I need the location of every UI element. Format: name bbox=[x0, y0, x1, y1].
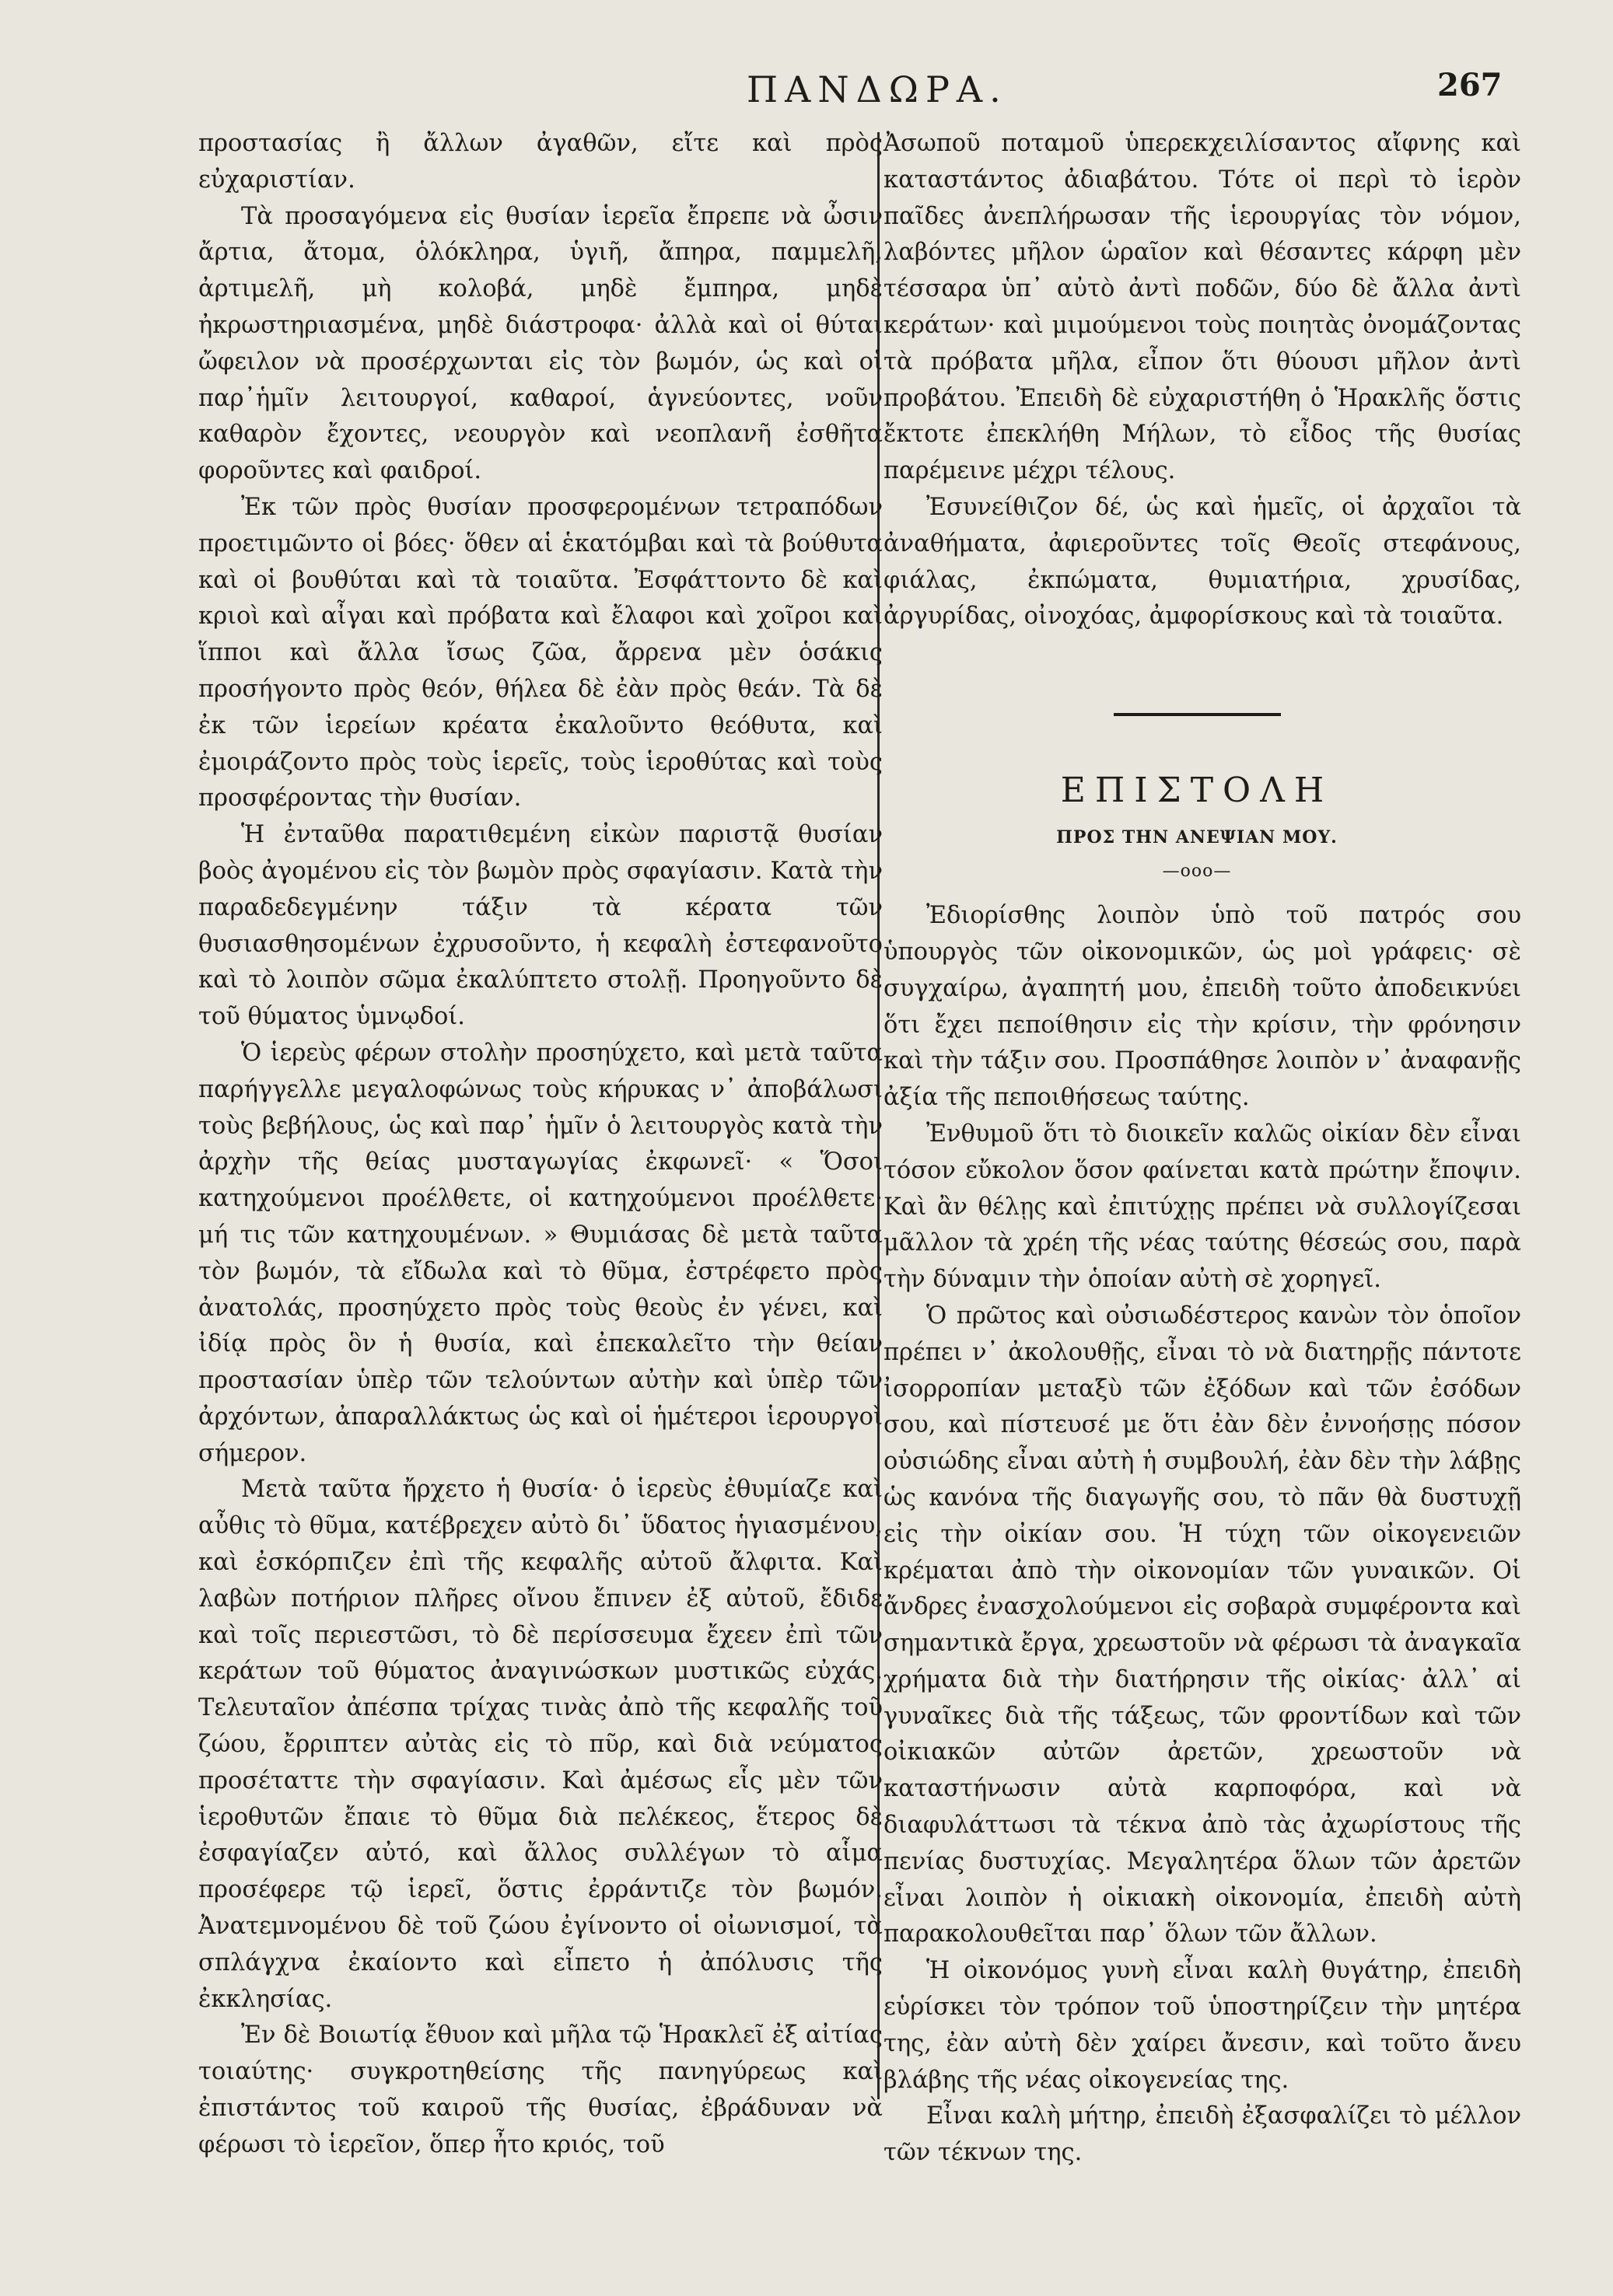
paragraph: Μετὰ ταῦτα ἤρχετο ἡ θυσία· ὁ ἱερεὺς ἐθυμίαζε καὶ αὖθις τὸ θῦμα, κατέβρεχεν αὐτὸ δι᾽ ὕδατος ἡγιασμένου, καὶ ἐσκόρπιζεν ἐπὶ τῆς κεφαλῆς αὐτοῦ ἄλφιτα. Καὶ λαβὼν ποτήριον πλῆρες οἴνου ἔπινεν ἐξ αὐτοῦ, ἔδιδε καὶ τοῖς περιεστῶσι, τὸ δὲ περίσσευμα ἔχεεν ἐπὶ τῶν κεράτων τοῦ θύματος ἀναγινώσκων μυστικῶς εὐχάς. Τελευταῖον ἀπέσπα τρίχας τινὰς ἀπὸ τῆς κεφαλῆς τοῦ ζώου, ἔρριπτεν αὐτὰς εἰς τὸ πῦρ, καὶ διὰ νεύματος προσέταττε τὴν σφαγίασιν. Καὶ ἀμέσως εἷς μὲν τῶν ἱεροθυτῶν ἔπαιε τὸ θῦμα διὰ πελέκεος, ἕτερος δὲ ἐσφαγίαζεν αὐτό, καὶ ἄλλος συλλέγων τὸ αἷμα προσέφερε τῷ ἱερεῖ, ὅστις ἐρράντιζε τὸν βωμόν. Ἀνατεμνομένου δὲ τοῦ ζώου ἐγίνοντο οἱ οἰωνισμοί, τὰ σπλάγχνα ἐκαίοντο καὶ εἶπετο ἡ ἀπόλυσις τῆς ἐκκλησίας. bbox=[198, 1476, 883, 2013]
paragraph: Ἡ ἐνταῦθα παρατιθεμένη εἰκὼν παριστᾷ θυσίαν βοὸς ἀγομένου εἰς τὸν βωμὸν πρὸς σφαγίασιν. Κατὰ τὴν παραδεδεγμένην τάξιν τὰ κέρατα τῶν θυσιασθησομένων ἐχρυσοῦντο, ἡ κεφαλὴ ἐστεφανοῦτο καὶ τὸ λοιπὸν σῶμα ἐκαλύπτετο στολῇ. Προηγοῦντο δὲ τοῦ θύματος ὑμνῳδοί. bbox=[198, 821, 883, 1031]
paragraph: Ἐδιορίσθης λοιπὸν ὑπὸ τοῦ πατρός σου ὑπουργὸς τῶν οἰκονομικῶν, ὡς μοὶ γράφεις· σὲ συγχαίρω, ἀγαπητή μου, ἐπειδὴ τοῦτο ἀποδεικνύει ὅτι ἔχει πεποίθησιν εἰς τὴν κρίσιν, τὴν φρόνησιν καὶ τὴν τάξιν σου. Προσπάθησε λοιπὸν ν᾽ ἀναφανῇς ἀξία τῆς πεποιθήσεως ταύτης. bbox=[883, 902, 1521, 1112]
page-header bbox=[0, 68, 1613, 123]
paragraph: Ἐν δὲ Βοιωτίᾳ ἔθυον καὶ μῆλα τῷ Ἡρακλεῖ ἐξ αἰτίας τοιαύτης· συγκροτηθείσης τῆς πανηγύρεως καὶ ἐπιστάντος τοῦ καιροῦ τῆς θυσίας, ἐβράδυναν νὰ φέρωσι τὸ ἱερεῖον, ὅπερ ἦτο κριός, τοῦ bbox=[198, 2022, 883, 2158]
right-column bbox=[873, 126, 1521, 2172]
paragraph: Ἡ οἰκονόμος γυνὴ εἶναι καλὴ θυγάτηρ, ἐπειδὴ εὑρίσκει τὸν τρόπον τοῦ ὑποστηρίζειν τὴν μητέρα της, ἐὰν αὐτὴ δὲν χαίρει ἄνεσιν, καὶ τοῦτο ἄνευ βλάβης τῆς νέας οἰκογενείας της. bbox=[883, 1957, 1521, 2094]
paragraph: Ὁ ἱερεὺς φέρων στολὴν προσηύχετο, καὶ μετὰ ταῦτα παρήγγελλε μεγαλοφώνως τοὺς κήρυκας ν᾽ ἀποβάλωσι τοὺς βεβήλους, ὡς καὶ παρ᾽ ἡμῖν ὁ λειτουργὸς κατὰ τὴν ἀρχὴν τῆς θείας μυσταγωγίας ἐκφωνεῖ· « Ὅσοι κατηχούμενοι προέλθετε, οἱ κατηχούμενοι προέλθετε· μή τις τῶν κατηχουμένων. » Θυμιάσας δὲ μετὰ ταῦτα τὸν βωμόν, τὰ εἴδωλα καὶ τὸ θῦμα, ἐστρέφετο πρὸς ἀνατολάς, προσηύχετο πρὸς τοὺς θεοὺς ἐν γένει, καὶ ἰδίᾳ πρὸς ὃν ἡ θυσία, καὶ ἐπεκαλεῖτο τὴν θείαν προστασίαν ὑπὲρ τῶν τελούντων αὐτὴν καὶ ὑπὲρ τῶν ἀρχόντων, ἀπαραλλάκτως ὡς καὶ οἱ ἡμέτεροι ἱερουργοὶ σήμερον. bbox=[198, 1039, 883, 1467]
paragraph: Ἐσυνείθιζον δέ, ὡς καὶ ἡμεῖς, οἱ ἀρχαῖοι τὰ ἀναθήματα, ἀφιεροῦντες τοῖς Θεοῖς στεφάνους, φιάλας, ἐκπώματα, θυμιατήρια, χρυσίδας, ἀργυρίδας, οἰνοχόας, ἀμφορίσκους καὶ τὰ τοιαῦτα. bbox=[883, 493, 1521, 631]
letter-subtitle: ΠΡΟΣ ΤΗΝ ΑΝΕΨΙΑΝ ΜΟΥ. bbox=[1056, 827, 1338, 848]
paragraph: Ἐκ τῶν πρὸς θυσίαν προσφερομένων τετραπόδων προετιμῶντο οἱ βόες· ὅθεν αἱ ἑκατόμβαι καὶ τὰ βούθυτα καὶ οἱ βουθύται καὶ τὰ τοιαῦτα. Ἐσφάττοντο δὲ καὶ κριοὶ καὶ αἶγαι καὶ πρόβατα καὶ ἔλαφοι καὶ χοῖροι καὶ ἵπποι καὶ ἄλλα ἴσως ζῶα, ἄρρενα μὲν ὁσάκις προσήγοντο πρὸς θεόν, θήλεα δὲ ἐὰν πρὸς θεάν. Τὰ δὲ ἐκ τῶν ἱερείων κρέατα ἐκαλοῦντο θεόθυτα, καὶ ἐμοιράζοντο πρὸς τοὺς ἱερεῖς, τοὺς ἱεροθύτας καὶ τοὺς προσφέροντας τὴν θυσίαν. bbox=[198, 493, 883, 813]
paragraph: Τὰ προσαγόμενα εἰς θυσίαν ἱερεῖα ἔπρεπε νὰ ὦσιν ἄρτια, ἄτομα, ὁλόκληρα, ὑγιῆ, ἄπηρα, παμμελῆ, ἀρτιμελῆ, μὴ κολοβά, μηδὲ ἔμπηρα, μηδὲ ἠκρωστηριασμένα, μηδὲ διάστροφα· ἀλλὰ καὶ οἱ θύται ὤφειλον νὰ προσέρχωνται εἰς τὸν βωμόν, ὡς καὶ οἱ παρ᾽ἡμῖν λειτουργοί, καθαροί, ἁγνεύοντες, νοῦν καθαρὸν ἔχοντες, νεουργὸν καὶ νεοπλανῆ ἐσθῆτα φοροῦντες καὶ φαιδροί. bbox=[198, 202, 883, 485]
paragraph: Ὁ πρῶτος καὶ οὐσιωδέστερος κανὼν τὸν ὁποῖον πρέπει ν᾽ ἀκολουθῇς, εἶναι τὸ νὰ διατηρῇς πάντοτε ἰσορροπίαν μεταξὺ τῶν ἐξόδων καὶ τῶν ἐσόδων σου, καὶ πίστευσέ με ὅτι ἐὰν δὲν ἐννοήσῃς πόσον οὐσιώδης εἶναι αὐτὴ ἡ συμβουλή, ἐὰν δὲν τὴν λάβῃς ὡς κανόνα τῆς διαγωγῆς σου, τὸ πᾶν θὰ δυστυχῇ εἰς τὴν οἰκίαν σου. Ἡ τύχη τῶν οἰκογενειῶν κρέμαται ἀπὸ τὴν οἰκονομίαν τῶν γυναικῶν. Οἱ ἄνδρες ἐνασχολούμενοι εἰς σοβαρὰ συμφέροντα καὶ σημαντικὰ ἔργα, χρεωστοῦν νὰ φέρωσι τὰ ἀναγκαῖα χρήματα διὰ τὴν διατήρησιν τῆς οἰκίας· ἀλλ᾽ αἱ γυναῖκες διὰ τῆς τάξεως, τῶν φροντίδων καὶ τῶν οἰκιακῶν αὐτῶν ἀρετῶν, χρεωστοῦν νὰ καταστήνωσιν αὐτὰ καρποφόρα, καὶ νὰ διαφυλάττωσι τὰ τέκνα ἀπὸ τὰς ἀχωρίστους τῆς πενίας δυστυχίας. Μεγαλητέρα ὅλων τῶν ἀρετῶν εἶναι λοιπὸν ἡ οἰκιακὴ οἰκονομία, ἐπειδὴ αὐτὴ παρακολουθεῖται παρ᾽ ὅλων τῶν ἄλλων. bbox=[883, 1302, 1521, 1948]
page-number: 267 bbox=[1437, 67, 1503, 103]
paragraph: Ἀσωποῦ ποταμοῦ ὑπερεκχειλίσαντος αἴφνης καὶ καταστάντος ἀδιαβάτου. Τότε οἱ περὶ τὸ ἱερὸν παῖδες ἀνεπλήρωσαν τῆς ἱερουργίας τὸν νόμον, λαβόντες μῆλον ὡραῖον καὶ θέσαντες κάρφη μὲν τέσσαρα ὑπ᾽ αὐτὸ ἀντὶ ποδῶν, δύο δὲ ἄλλα ἀντὶ κεράτων· καὶ μιμούμενοι τοὺς ποιητὰς ὀνομάζοντας τὰ πρόβατα μῆλα, εἶπον ὅτι θύουσι μῆλον ἀντὶ προβάτου. Ἐπειδὴ δὲ εὐχαριστήθη ὁ Ἡρακλῆς ὅστις ἔκτοτε ἐπεκλήθη Μήλων, τὸ εἶδος τῆς θυσίας παρέμεινε μέχρι τέλους. bbox=[883, 130, 1521, 485]
letter-body bbox=[873, 898, 1521, 2172]
letter-title: ΕΠΙΣΤΟΛΗ bbox=[1060, 771, 1334, 811]
paragraph: Ἐνθυμοῦ ὅτι τὸ διοικεῖν καλῶς οἰκίαν δὲν εἶναι τόσον εὔκολον ὅσον φαίνεται κατὰ πρώτην ἔποψιν. Καὶ ἂν θέλῃς καὶ ἐπιτύχῃς πρέπει νὰ συλλογίζεσαι μᾶλλον τὰ χρέη τῆς νέας ταύτης θέσεώς σου, παρὰ τὴν δύναμιν τὴν ὁποίαν αὐτὴ σὲ χορηγεῖ. bbox=[883, 1120, 1521, 1294]
section-rule bbox=[1114, 713, 1281, 716]
paragraph: Εἶναι καλὴ μήτηρ, ἐπειδὴ ἐξασφαλίζει τὸ μέλλον τῶν τέκνων της. bbox=[883, 2102, 1521, 2167]
running-title: ΠΑΝΔΩΡΑ. bbox=[747, 68, 1008, 110]
left-column bbox=[198, 126, 883, 2164]
paragraph: προστασίας ἢ ἄλλων ἀγαθῶν, εἴτε καὶ πρὸς εὐχαριστίαν. bbox=[198, 130, 883, 194]
ornament-divider: —οοο— bbox=[1162, 861, 1232, 882]
